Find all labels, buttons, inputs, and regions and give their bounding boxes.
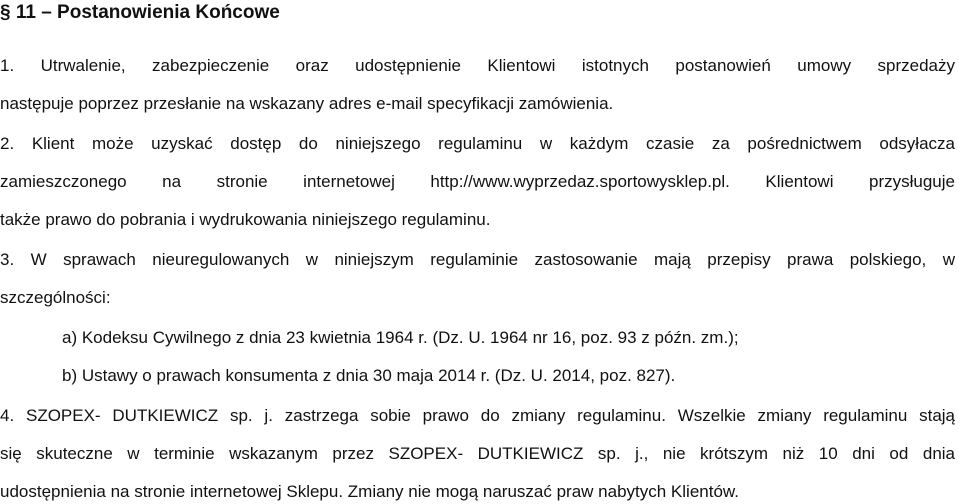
paragraph-1-line-2: następuje poprzez przesłanie na wskazany adres e-mail specyfikacji zamówienia. [0,94,614,113]
paragraph-3-line-1: 3. W sprawach nieuregulowanych w niniejszym regulaminie zastosowanie mają przepisy prawa polskiego, w [0,250,955,269]
paragraph-3-line-2: szczególności: [0,288,111,307]
list-item-b: b) Ustawy o prawach konsumenta z dnia 30 maja 2014 r. (Dz. U. 2014, poz. 827). [62,366,676,385]
paragraph-2-line-2: zamieszczonego na stronie internetowej http://www.wyprzedaz.sportowysklep.pl. Klientowi przysługuje [0,172,955,191]
section-heading: § 11 – Postanowienia Końcowe [0,2,280,23]
paragraph-4-line-2: się skuteczne w terminie wskazanym przez SZOPEX- DUTKIEWICZ sp. j., nie krótszym niż 10 dni od dnia [0,444,955,463]
paragraph-1-line-1: 1. Utrwalenie, zabezpieczenie oraz udostępnienie Klientowi istotnych postanowień umowy sprzedaży [0,56,955,75]
paragraph-2-line-3: także prawo do pobrania i wydrukowania niniejszego regulaminu. [0,210,491,229]
paragraph-2-line-1: 2. Klient może uzyskać dostęp do niniejszego regulaminu w każdym czasie za pośrednictwem odsyłacza [0,134,955,153]
paragraph-4-line-3: udostępnienia na stronie internetowej Sklepu. Zmiany nie mogą naruszać praw nabytych Klientów. [0,482,739,501]
list-item-a: a) Kodeksu Cywilnego z dnia 23 kwietnia 1964 r. (Dz. U. 1964 nr 16, poz. 93 z późn. zm.); [62,328,739,347]
paragraph-4-line-1: 4. SZOPEX- DUTKIEWICZ sp. j. zastrzega sobie prawo do zmiany regulaminu. Wszelkie zmiany regulaminu stają [0,406,955,425]
